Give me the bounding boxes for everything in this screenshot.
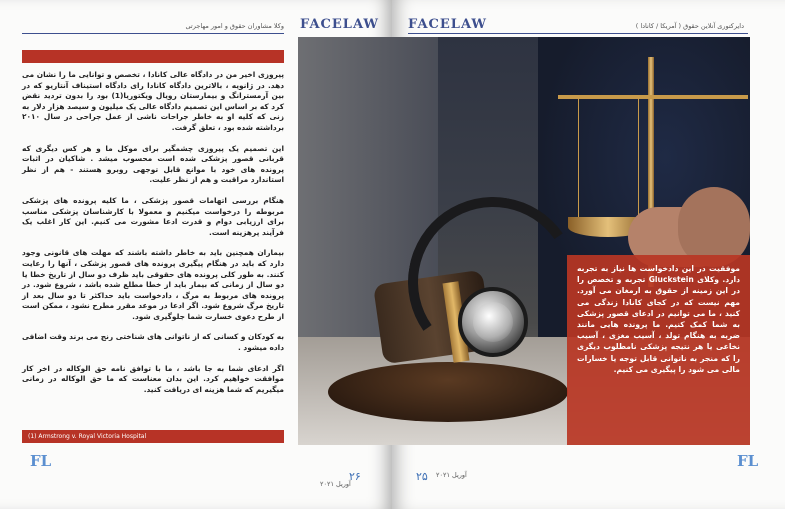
left-page-date: آوریل ۲۰۲۱ [320, 480, 351, 488]
left-corner-logo: FL [30, 452, 52, 470]
article-paragraph-2: این تصمیم یک پیروزی چشمگیر برای موکل ما و هر کس دیگری که قربانی قصور پزشکی شده است محسوب میشد . شاکیان در اثبات پرونده های خود با موانع قابل توجهی روبرو هستند - هم از نظر استاندارد مراقبت و هم از نظر علیت. [22, 143, 284, 185]
stethoscope-diaphragm [473, 302, 513, 342]
gavel-sound-block [328, 362, 568, 422]
scales-beam [558, 95, 748, 99]
right-corner-logo: FL [737, 452, 759, 470]
left-header-text: وکلا مشاوران حقوق و امور مهاجرتی [185, 22, 284, 30]
article-paragraph-5: به کودکان و کسانی که از ناتوانی های شناختی رنج می برند وقت اضافی داده میشود . [22, 332, 284, 353]
right-page-date: آوریل ۲۰۲۱ [436, 471, 467, 479]
article-paragraph-3: هنگام بررسی اتهامات قصور پزشکی ، ما کلیه پرونده های پزشکی مربوطه را درخواست میکنیم و معمولا با کارشناسان پزشکی مناسب برای ارزیابی دوام و قدرت ادعا مشورت می کنیم. این کار اغلب یک فرآیند پرهزینه است. [22, 195, 284, 237]
right-brand: FACELAW [408, 17, 487, 32]
article-paragraph-6: اگر ادعای شما به جا باشد ، ما با توافق نامه حق الوکاله در اخر کار موافقت خواهیم کرد. این بدان معناست که ما حق الوکاله در زمانی میگیریم که شما هزینه ای دریافت کنید. [22, 363, 284, 394]
right-header-rule [408, 33, 748, 34]
article-body [22, 70, 284, 405]
callout-box: موفقیت در این دادخواست ها نیاز به تجربه دارد. وکلای Gluckstein تجربه و تخصص را در این زمینه از حقوق به ارمغان می آورد. مهم نیست که در کجای کانادا زندگی می کنید ، ما می توانیم در ادعای قصور پزشکی به شما کمک کنیم. ما پرونده هایی مانند ضربه به هنگام تولد ، آسیب مغزی ، آسیب نخاعی یا هر نتیجه پزشکی نامطلوب دیگری را که منجر به ناتوانی قابل توجه یا خسارات مالی می شود را پیگیری می کنیم. [567, 255, 750, 445]
scales-chain-right [638, 99, 639, 219]
left-brand: FACELAW [300, 17, 379, 32]
left-page-number: ۲۶ [349, 470, 361, 483]
article-paragraph-4: بیماران همچنین باید به خاطر داشته باشند که مهلت های قانونی وجود دارد که باید در هنگام پیگیری پرونده های قصور پزشکی ، آنها را رعایت کنند. به طور کلی پرونده های حقوقی باید ظرف دو سال از تاریخ خطا یا دو سال از زمانی که بیمار باید از خطا مطلع شده باشد ، شروع شود. در پرونده های مربوط به مرگ ، دادخواست باید حداکثر تا دو سال بعد از تاریخ مرگ شروع شود. اگر ادعا در موعد مقرر مطرح نشود ، ممکن است از طرح دعوی خسارت شما جلوگیری شود. [22, 248, 284, 321]
footnote-bar: (1) Armstrong v. Royal Victoria Hospital [22, 430, 284, 443]
left-header-rule [22, 33, 284, 34]
left-top-red-bar [22, 50, 284, 63]
article-paragraph-1: پیروزی اخیر من در دادگاه عالی کانادا ، تخصص و توانایی ما را نشان می دهد. در ژانویه ، بالاترین دادگاه کانادا رای دادگاه استیناف آنتاریو که در بین آرمسترانگ و بیمارستان رویال ویکتوریا(1) بود را بدون تردید نقض کرد که بر اساس این تصمیم دادگاه عالی یک میلیون و سیصد هزار دلار به زنی که کلیه او به خاطر جراحات ناشی از عمل جراحی در سال ۲۰۱۰ برداشته شده بود ، تعلق گرفت. [22, 70, 284, 132]
scales-chain-left [578, 99, 579, 219]
right-page-number: ۲۵ [416, 470, 428, 483]
right-header-text: دایرکتوری آنلاین حقوق ( آمریکا / کانادا ) [635, 22, 744, 30]
